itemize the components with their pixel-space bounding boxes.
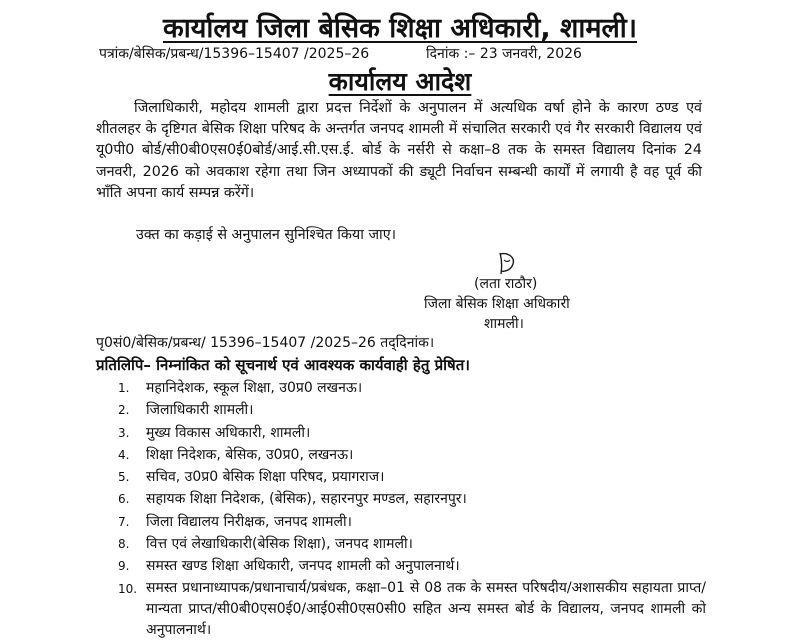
copy-reference: पृ0सं0/बेसिक/प्रबन्ध/ 15396–15407 /2025–26 तद्‌दिनांक। (96, 335, 435, 351)
signatory-place: शामली। (484, 316, 524, 332)
list-item: 10. समस्त प्रधानाध्यापक/प्रधानाचार्य/प्रबंधक, कक्षा–01 से 08 तक के समस्त परिषदीय/अशासकीय सहायता प्राप्त/मान्यता प्राप्त/सी0बी0एस0ई0/आई0सी0एस0सी0 सहित अन्य समस्त बोर्ड के विद्यालय, जनपद शामली को अनुपालनार्थ। (118, 579, 706, 638)
list-item: 1. महानिदेशक, स्कूल शिक्षा, उ0प्र0 लखनऊ। (118, 380, 363, 396)
order-title: कार्यालय आदेश (328, 67, 472, 96)
list-item: 4. शिक्षा निदेशक, बेसिक, उ0प्र0, लखनऊ। (118, 446, 354, 463)
list-item: 3. मुख्य विकास अधिकारी, शामली। (118, 424, 311, 441)
signatory-name: (लता राठौर) (474, 276, 538, 292)
list-item: 5. सचिव, उ0प्र0 बेसिक शिक्षा परिषद, प्रयागराज। (118, 469, 385, 486)
signatory-designation: जिला बेसिक शिक्षा अधिकारी (424, 296, 570, 312)
list-item: 7. जिला विद्यालय निरीक्षक, जनपद शामली। (118, 513, 352, 530)
recipient-list (96, 377, 706, 641)
compliance-note: उक्त का कड़ाई से अनुपालन सुनिश्चित किया जाए। (136, 227, 397, 243)
office-title: कार्यालय जिला बेसिक शिक्षा अधिकारी, शामली। (162, 13, 638, 44)
copy-heading: प्रतिलिपि– निम्नांकित को सूचनार्थ एवं आवश्यक कार्यवाही हेतु प्रेषित। (96, 356, 470, 374)
letter-date: दिनांक :– 23 जनवरी, 2026 (426, 46, 582, 62)
order-paragraph: जिलाधिकारी, महोदय शामली द्वारा प्रदत्त निर्देशों के अनुपालन में अत्यधिक वर्षा होने के कारण ठण्ड एवं शीतलहर के दृष्टिगत बेसिक शिक्षा परिषद के अन्तर्गत जनपद शामली में संचालित सरकारी एवं गैर सरकारी विद्यालय एवं यू0पी0 बोर्ड/सी0बी0एस0ई0बोर्ड/आई.सी.एस.ई. बोर्ड के नर्सरी से कक्षा–8 तक के समस्त विद्यालय दिनांक 24 जनवरी, 2026 को अवकाश रहेगा तथा जिन अध्यापकों की ड्यूटी निर्वाचन सम्बन्धी कार्यों में लगायी है वह पूर्व की भाँति अपना कार्य सम्पन्न करेंगें। (96, 100, 702, 201)
signature-mark (495, 250, 519, 276)
list-item: 2. जिलाधिकारी शामली। (118, 402, 254, 419)
list-item: 8. वित्त एवं लेखाधिकारी(बेसिक शिक्षा), जनपद शामली। (118, 536, 413, 553)
list-item: 6. सहायक शिक्षा निदेशक, (बेसिक), सहारनपुर मण्डल, सहारनपुर। (118, 491, 467, 508)
list-item: 9. समस्त खण्ड शिक्षा अधिकारी, जनपद शामली को अनुपालनार्थ। (118, 558, 460, 575)
letter-reference: पत्रांक/बेसिक/प्रबन्ध/15396–15407 /2025–26 (99, 46, 370, 62)
